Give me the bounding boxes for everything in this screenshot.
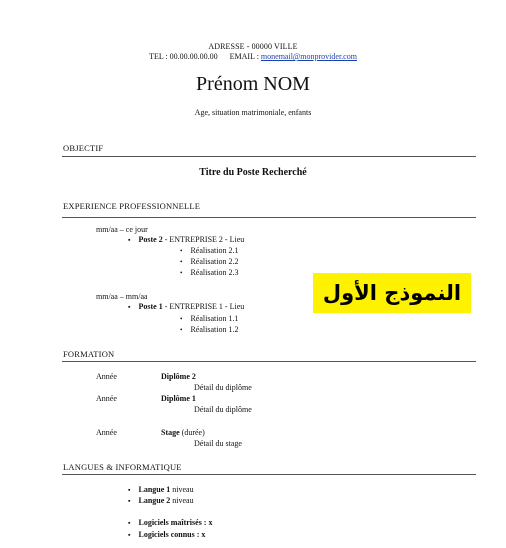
formation-title: Diplôme 1: [161, 394, 196, 403]
company: - ENTREPRISE 1 - Lieu: [162, 302, 245, 311]
section-heading-experience: EXPERIENCE PROFESSIONNELLE: [63, 201, 201, 211]
skill-value: niveau: [170, 496, 194, 505]
formation-title: Diplôme 2: [161, 372, 196, 381]
formation-duration: (durée): [179, 428, 205, 437]
experience-dates: mm/aa – mm/aa: [96, 292, 148, 301]
formation-title-line: [161, 428, 205, 437]
dot-bullet-icon: •: [180, 326, 183, 334]
address: ADRESSE - 00000 VILLE: [208, 42, 298, 51]
full-name: Prénom NOM: [196, 73, 310, 95]
dot-bullet-icon: •: [180, 247, 183, 255]
square-bullet-icon: ▪: [128, 236, 131, 244]
skill-label: Logiciels maîtrisés : x: [138, 518, 213, 527]
square-bullet-icon: ▪: [128, 486, 131, 494]
skill-item: [128, 485, 194, 494]
square-bullet-icon: ▪: [128, 519, 131, 527]
section-divider: [62, 156, 476, 157]
section-divider: [62, 217, 476, 218]
formation-year: Année: [96, 394, 117, 403]
achievement-text: Réalisation 2.3: [190, 268, 239, 277]
achievement-item: [180, 268, 238, 277]
dot-bullet-icon: •: [180, 258, 183, 266]
company: - ENTREPRISE 2 - Lieu: [162, 235, 245, 244]
dot-bullet-icon: •: [180, 315, 183, 323]
dot-bullet-icon: •: [180, 269, 183, 277]
section-divider: [62, 361, 476, 362]
formation-title: Stage: [161, 428, 180, 437]
personal-info: Age, situation matrimoniale, enfants: [194, 108, 312, 117]
skill-value: niveau: [170, 485, 194, 494]
square-bullet-icon: ▪: [128, 303, 131, 311]
job-title: Titre du Poste Recherché: [199, 167, 307, 178]
experience-position: [128, 235, 244, 244]
email-label: EMAIL :: [229, 52, 261, 61]
skill-item: [128, 518, 212, 527]
skill-item: [128, 496, 194, 505]
achievement-text: Réalisation 1.2: [190, 325, 239, 334]
skill-label: Logiciels connus : x: [138, 530, 206, 539]
achievement-item: [180, 246, 238, 255]
achievement-text: Réalisation 1.1: [190, 314, 239, 323]
formation-detail: Détail du diplôme: [194, 383, 252, 392]
achievement-text: Réalisation 2.2: [190, 257, 239, 266]
square-bullet-icon: ▪: [128, 531, 131, 539]
formation-year: Année: [96, 372, 117, 381]
position-title: Poste 1: [138, 302, 163, 311]
skill-label: Langue 2: [138, 496, 171, 505]
section-heading-objectif: OBJECTIF: [63, 143, 104, 153]
arabic-label-badge: النموذج الأول: [313, 273, 471, 313]
achievement-item: [180, 325, 238, 334]
formation-detail: Détail du diplôme: [194, 405, 252, 414]
formation-detail: Détail du stage: [194, 439, 242, 448]
achievement-item: [180, 314, 238, 323]
position-title: Poste 2: [138, 235, 163, 244]
section-divider: [62, 474, 476, 475]
section-heading-langues: LANGUES & INFORMATIQUE: [63, 462, 182, 472]
contact-line: [0, 52, 506, 61]
section-heading-formation: FORMATION: [63, 349, 115, 359]
achievement-item: [180, 257, 238, 266]
formation-year: Année: [96, 428, 117, 437]
square-bullet-icon: ▪: [128, 497, 131, 505]
experience-dates: mm/aa – ce jour: [96, 225, 148, 234]
experience-position: [128, 302, 244, 311]
phone: TEL : 00.00.00.00.00: [149, 52, 218, 61]
email-link[interactable]: monemail@monprovider.com: [260, 52, 357, 61]
achievement-text: Réalisation 2.1: [190, 246, 239, 255]
skill-item: [128, 530, 205, 539]
skill-label: Langue 1: [138, 485, 171, 494]
